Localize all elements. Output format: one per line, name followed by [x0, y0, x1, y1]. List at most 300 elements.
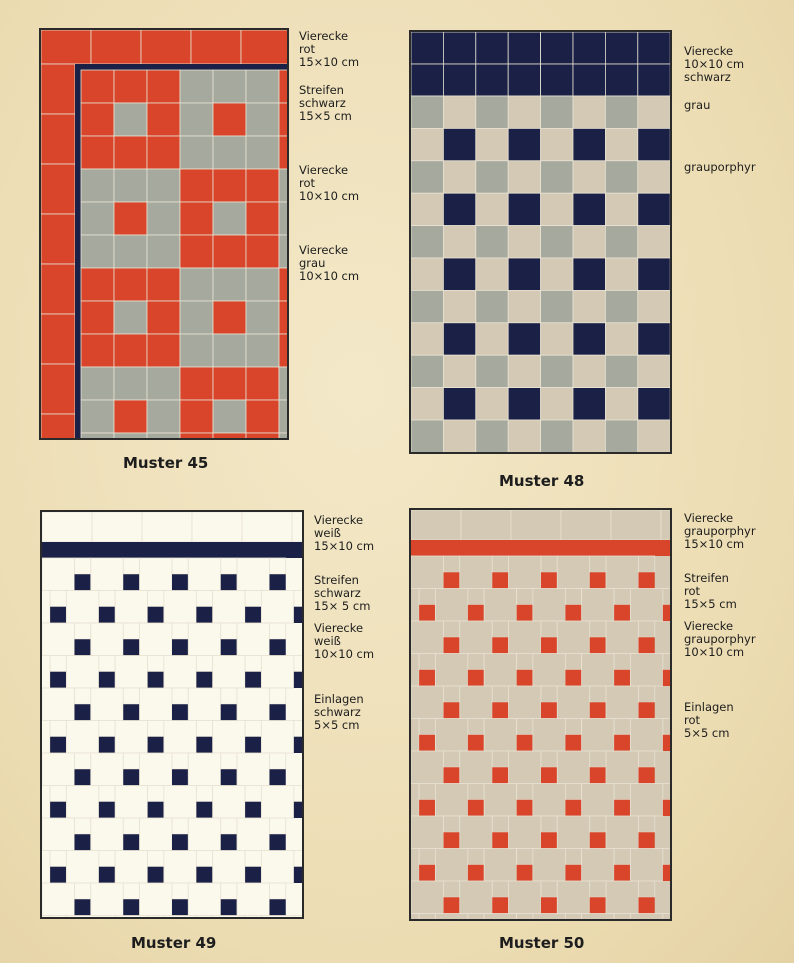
square-tile: [81, 301, 114, 334]
square-tile: [411, 258, 443, 290]
square-tile: [196, 916, 212, 918]
border-strip: [411, 540, 670, 556]
square-tile: [213, 721, 246, 754]
square-tile: [213, 235, 246, 268]
border-strip: [75, 64, 287, 70]
square-tile: [115, 591, 148, 624]
legend-line: 15×10 cm: [684, 537, 745, 551]
square-tile: [270, 558, 286, 574]
square-tile: [630, 914, 663, 920]
inlay-tile: [565, 670, 581, 686]
square-tile: [411, 556, 444, 589]
square-tile: [188, 753, 221, 786]
square-tile: [147, 235, 180, 268]
square-tile: [605, 161, 637, 193]
square-tile: [541, 556, 557, 572]
legend-line: 10×10 cm: [299, 189, 360, 203]
legend-line: schwarz: [314, 586, 361, 600]
square-tile: [411, 621, 444, 654]
border-tile: [508, 32, 540, 64]
square-tile: [411, 816, 444, 849]
square-tile: [606, 686, 639, 719]
square-tile: [411, 589, 419, 622]
square-tile: [294, 851, 302, 867]
square-tile: [517, 784, 533, 800]
square-tile: [508, 96, 540, 128]
square-tile: [42, 688, 75, 721]
legend-entry: [314, 574, 374, 613]
square-tile: [50, 851, 66, 867]
square-tile: [81, 70, 114, 103]
legend-line: weiß: [314, 526, 341, 540]
square-tile: [444, 751, 460, 767]
square-tile: [565, 719, 581, 735]
inlay-tile: [614, 735, 630, 751]
square-tile: [443, 226, 475, 258]
square-tile: [565, 654, 581, 670]
square-tile: [573, 290, 605, 322]
legend-line: rot: [684, 584, 701, 598]
square-tile: [582, 589, 615, 622]
inlay-tile: [270, 704, 286, 720]
square-tile: [81, 169, 114, 202]
inlay-tile: [221, 704, 237, 720]
inlay-tile: [492, 637, 508, 653]
square-tile: [444, 816, 460, 832]
legend-line: 15×5 cm: [299, 109, 352, 123]
square-tile: [605, 258, 637, 290]
square-tile: [565, 849, 581, 865]
square-tile: [411, 323, 443, 355]
square-tile: [99, 721, 115, 737]
square-tile: [245, 786, 261, 802]
square-tile: [411, 388, 443, 420]
square-tile: [411, 420, 443, 452]
square-tile: [245, 721, 261, 737]
square-tile: [517, 654, 533, 670]
square-tile: [460, 556, 493, 589]
square-tile: [541, 226, 573, 258]
square-tile: [573, 96, 605, 128]
inlay-tile: [123, 574, 139, 590]
inlay-tile: [50, 672, 66, 688]
square-tile: [42, 916, 50, 918]
inlay-tile: [270, 899, 286, 915]
square-tile: [91, 818, 124, 851]
legend-line: 15×10 cm: [314, 539, 375, 553]
square-tile: [517, 719, 533, 735]
square-tile: [639, 816, 655, 832]
square-tile: [533, 654, 566, 687]
square-tile: [81, 103, 114, 136]
square-tile: [573, 420, 605, 452]
square-tile: [484, 849, 517, 882]
inlay-tile: [50, 737, 66, 753]
legend-entry: [684, 572, 756, 611]
inlay-tile: [221, 834, 237, 850]
square-tile: [541, 290, 573, 322]
inlay-tile: [221, 899, 237, 915]
square-tile: [279, 400, 287, 433]
square-tile: [573, 323, 605, 355]
square-tile: [50, 721, 66, 737]
square-tile: [541, 388, 573, 420]
inlay-tile: [123, 704, 139, 720]
square-tile: [147, 202, 180, 235]
square-tile: [270, 818, 286, 834]
legend-muster-49: [314, 514, 374, 732]
square-tile: [468, 784, 484, 800]
inlay-tile: [221, 574, 237, 590]
inlay-tile: [444, 897, 460, 913]
square-tile: [66, 591, 99, 624]
legend-line: Streifen: [684, 571, 729, 585]
square-tile: [590, 686, 606, 702]
inlay-tile: [492, 897, 508, 913]
border-tile: [92, 512, 142, 542]
square-tile: [42, 721, 50, 754]
square-tile: [460, 816, 493, 849]
square-tile: [75, 883, 91, 899]
square-tile: [541, 881, 557, 897]
border-tile: [476, 64, 508, 96]
square-tile: [213, 103, 246, 136]
legend-line: 15×10 cm: [299, 55, 360, 69]
square-tile: [180, 301, 213, 334]
square-tile: [147, 334, 180, 367]
square-tile: [172, 623, 188, 639]
inlay-tile: [123, 769, 139, 785]
square-tile: [114, 268, 147, 301]
inlay-tile: [99, 867, 115, 883]
inlay-tile: [590, 832, 606, 848]
square-tile: [663, 914, 670, 920]
square-tile: [411, 914, 419, 920]
legend-line: 15×5 cm: [684, 597, 737, 611]
border-tile: [41, 164, 75, 214]
square-tile: [188, 818, 221, 851]
legend-line: Streifen: [314, 573, 359, 587]
square-tile: [99, 656, 115, 672]
square-tile: [279, 103, 287, 136]
square-tile: [411, 784, 419, 817]
square-tile: [508, 388, 540, 420]
inlay-tile: [492, 767, 508, 783]
inlay-tile: [172, 769, 188, 785]
square-tile: [533, 849, 566, 882]
square-tile: [509, 686, 542, 719]
square-tile: [460, 751, 493, 784]
square-tile: [476, 355, 508, 387]
square-tile: [411, 355, 443, 387]
legend-line: Einlagen: [684, 700, 734, 714]
square-tile: [533, 914, 566, 920]
inlay-tile: [196, 607, 212, 623]
square-tile: [443, 161, 475, 193]
square-tile: [246, 433, 279, 438]
square-tile: [115, 721, 148, 754]
legend-entry: [299, 164, 359, 203]
square-tile: [164, 916, 197, 918]
square-tile: [91, 623, 124, 656]
inlay-tile: [541, 572, 557, 588]
square-tile: [443, 290, 475, 322]
inlay-tile: [50, 607, 66, 623]
square-tile: [180, 103, 213, 136]
square-tile: [261, 786, 294, 819]
square-tile: [221, 558, 237, 574]
square-tile: [590, 751, 606, 767]
square-tile: [663, 849, 670, 865]
square-tile: [533, 719, 566, 752]
inlay-tile: [517, 735, 533, 751]
square-tile: [517, 849, 533, 865]
square-tile: [492, 881, 508, 897]
border-tile: [241, 30, 287, 64]
square-tile: [270, 688, 286, 704]
square-tile: [261, 851, 294, 884]
square-tile: [246, 202, 279, 235]
legend-entry: [299, 84, 359, 123]
legend-line: Streifen: [299, 83, 344, 97]
square-tile: [638, 226, 670, 258]
square-tile: [411, 881, 444, 914]
square-tile: [419, 784, 435, 800]
square-tile: [50, 786, 66, 802]
square-tile: [91, 688, 124, 721]
square-tile: [606, 816, 639, 849]
square-tile: [492, 751, 508, 767]
border-tile: [191, 30, 241, 64]
square-tile: [435, 914, 468, 920]
border-strip: [42, 542, 302, 558]
legend-line: grau: [299, 256, 326, 270]
square-tile: [279, 136, 287, 169]
legend-line: schwarz: [299, 96, 346, 110]
inlay-tile: [123, 639, 139, 655]
square-tile: [435, 589, 468, 622]
square-tile: [221, 883, 237, 899]
square-tile: [279, 235, 287, 268]
inlay-tile: [565, 735, 581, 751]
square-tile: [246, 169, 279, 202]
legend-line: Vierecke: [299, 163, 349, 177]
square-tile: [614, 589, 630, 605]
square-tile: [42, 623, 75, 656]
square-tile: [484, 914, 517, 920]
square-tile: [261, 656, 294, 689]
caption-muster-50: Muster 50: [499, 934, 585, 952]
square-tile: [42, 558, 75, 591]
square-tile: [123, 753, 139, 769]
square-tile: [476, 420, 508, 452]
square-tile: [196, 721, 212, 737]
square-tile: [114, 301, 147, 334]
square-tile: [411, 193, 443, 225]
square-tile: [279, 367, 287, 400]
inlay-tile: [468, 735, 484, 751]
inlay-tile: [639, 832, 655, 848]
inlay-tile: [663, 865, 670, 881]
square-tile: [66, 786, 99, 819]
legend-line: schwarz: [684, 70, 731, 84]
square-tile: [279, 334, 287, 367]
square-tile: [172, 883, 188, 899]
square-tile: [261, 721, 294, 754]
square-tile: [213, 786, 246, 819]
inlay-tile: [294, 802, 302, 818]
legend-line: 10×10 cm: [299, 269, 360, 283]
square-tile: [213, 268, 246, 301]
square-tile: [237, 818, 270, 851]
tile-pattern-muster-48: [411, 32, 670, 452]
inlay-tile: [196, 737, 212, 753]
square-tile: [557, 556, 590, 589]
square-tile: [91, 558, 124, 591]
square-tile: [484, 589, 517, 622]
inlay-tile: [663, 800, 670, 816]
square-tile: [237, 558, 270, 591]
square-tile: [468, 719, 484, 735]
square-tile: [279, 70, 287, 103]
square-tile: [147, 301, 180, 334]
inlay-tile: [444, 637, 460, 653]
square-tile: [213, 916, 246, 918]
inlay-tile: [50, 802, 66, 818]
border-tile: [41, 414, 75, 438]
inlay-tile: [517, 605, 533, 621]
square-tile: [246, 334, 279, 367]
square-tile: [42, 818, 75, 851]
square-tile: [42, 786, 50, 819]
border-tile: [41, 364, 75, 414]
square-tile: [541, 323, 573, 355]
square-tile: [573, 128, 605, 160]
inlay-tile: [444, 832, 460, 848]
square-tile: [476, 161, 508, 193]
square-tile: [476, 258, 508, 290]
square-tile: [565, 784, 581, 800]
square-tile: [443, 420, 475, 452]
legend-entry: [684, 620, 756, 659]
square-tile: [573, 258, 605, 290]
square-tile: [508, 226, 540, 258]
square-tile: [213, 851, 246, 884]
square-tile: [164, 851, 197, 884]
square-tile: [261, 591, 294, 624]
border-tile: [41, 64, 75, 114]
inlay-tile: [590, 637, 606, 653]
square-tile: [180, 70, 213, 103]
square-tile: [517, 589, 533, 605]
square-tile: [435, 719, 468, 752]
square-tile: [147, 433, 180, 438]
border-tile: [638, 64, 670, 96]
square-tile: [91, 753, 124, 786]
square-tile: [508, 355, 540, 387]
square-tile: [180, 400, 213, 433]
square-tile: [605, 355, 637, 387]
square-tile: [509, 881, 542, 914]
inlay-tile: [639, 767, 655, 783]
square-tile: [419, 654, 435, 670]
square-tile: [99, 916, 115, 918]
legend-line: Vierecke: [299, 243, 349, 257]
square-tile: [411, 686, 444, 719]
inlay-tile: [172, 574, 188, 590]
square-tile: [509, 556, 542, 589]
inlay-tile: [517, 800, 533, 816]
square-tile: [270, 623, 286, 639]
square-tile: [638, 388, 670, 420]
square-tile: [114, 367, 147, 400]
square-tile: [188, 883, 221, 916]
square-tile: [639, 556, 655, 572]
square-tile: [557, 881, 590, 914]
tile-pattern-muster-45: [41, 30, 287, 438]
square-tile: [99, 851, 115, 867]
inlay-tile: [590, 897, 606, 913]
legend-line: 10×10 cm: [314, 647, 375, 661]
square-tile: [419, 914, 435, 920]
square-tile: [533, 589, 566, 622]
square-tile: [582, 719, 615, 752]
square-tile: [294, 591, 302, 607]
square-tile: [476, 290, 508, 322]
square-tile: [147, 367, 180, 400]
square-tile: [245, 591, 261, 607]
square-tile: [508, 193, 540, 225]
square-tile: [180, 268, 213, 301]
square-tile: [411, 161, 443, 193]
border-tile: [41, 114, 75, 164]
square-tile: [533, 784, 566, 817]
square-tile: [213, 169, 246, 202]
square-tile: [221, 623, 237, 639]
square-tile: [246, 136, 279, 169]
square-tile: [279, 268, 287, 301]
square-tile: [42, 883, 75, 916]
tile-pattern-muster-50: [411, 510, 670, 919]
inlay-tile: [468, 800, 484, 816]
square-tile: [66, 656, 99, 689]
square-tile: [246, 268, 279, 301]
square-tile: [606, 621, 639, 654]
square-tile: [237, 623, 270, 656]
inlay-tile: [294, 867, 302, 883]
square-tile: [508, 128, 540, 160]
square-tile: [590, 556, 606, 572]
square-tile: [81, 202, 114, 235]
square-tile: [476, 128, 508, 160]
border-tile: [611, 510, 661, 540]
square-tile: [180, 136, 213, 169]
square-tile: [270, 883, 286, 899]
square-tile: [148, 851, 164, 867]
legend-entry: [684, 161, 756, 174]
legend-entry: [684, 512, 756, 551]
square-tile: [444, 621, 460, 637]
square-tile: [638, 323, 670, 355]
square-tile: [443, 128, 475, 160]
legend-line: Vierecke: [299, 29, 349, 43]
inlay-tile: [614, 800, 630, 816]
square-tile: [188, 623, 221, 656]
square-tile: [237, 688, 270, 721]
square-tile: [294, 916, 302, 918]
inlay-tile: [419, 670, 435, 686]
square-tile: [508, 258, 540, 290]
